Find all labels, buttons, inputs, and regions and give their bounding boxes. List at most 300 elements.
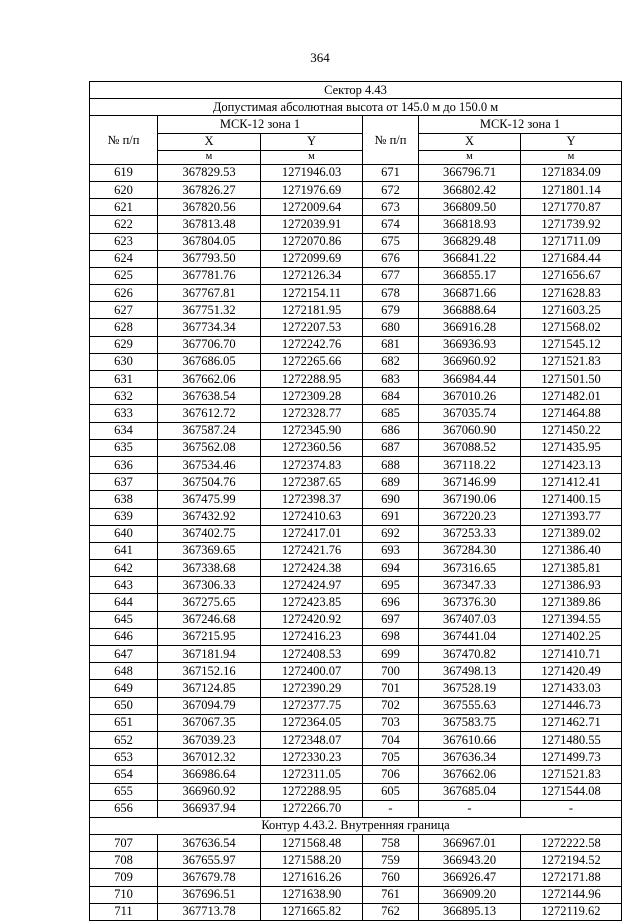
table-row <box>90 697 622 714</box>
y-value-left: 1272416.23 <box>261 628 363 645</box>
x-value-left: 366937.94 <box>158 800 261 817</box>
y-value-right: 1271770.87 <box>521 199 622 216</box>
y-value-right: 1271389.86 <box>521 594 622 611</box>
point-number-right: 689 <box>363 474 419 491</box>
y-value-right: 1271603.25 <box>521 302 622 319</box>
x-value-left: 367696.51 <box>158 886 261 903</box>
y-value-left: 1271568.48 <box>261 835 363 852</box>
point-number-right: 699 <box>363 646 419 663</box>
y-value-right: 1271435.95 <box>521 439 622 456</box>
x-value-left: 367562.08 <box>158 439 261 456</box>
point-number-left: 619 <box>90 164 158 181</box>
y-value-left: 1272070.86 <box>261 233 363 250</box>
y-value-left: 1271616.26 <box>261 869 363 886</box>
point-number-left: 633 <box>90 405 158 422</box>
x-value-right: 367088.52 <box>419 439 521 456</box>
x-value-right: 367347.33 <box>419 577 521 594</box>
table-row <box>90 731 622 748</box>
y-value-right: 1272222.58 <box>521 835 622 852</box>
point-number-left: 654 <box>90 766 158 783</box>
point-number-right: 605 <box>363 783 419 800</box>
x-value-right: 366936.93 <box>419 336 521 353</box>
table-row <box>90 869 622 886</box>
point-number-left: 640 <box>90 525 158 542</box>
point-number-left: 639 <box>90 508 158 525</box>
x-value-right: 367284.30 <box>419 542 521 559</box>
y-value-left: 1272099.69 <box>261 250 363 267</box>
table-row <box>90 663 622 680</box>
table-row <box>90 594 622 611</box>
point-number-right: 671 <box>363 164 419 181</box>
y-value-right: 1271410.71 <box>521 646 622 663</box>
table-row <box>90 319 622 336</box>
point-number-right: 696 <box>363 594 419 611</box>
y-value-left: 1272288.95 <box>261 371 363 388</box>
y-value-left: 1272345.90 <box>261 422 363 439</box>
table-row <box>90 852 622 869</box>
point-number-left: 709 <box>90 869 158 886</box>
x-value-left: 367662.06 <box>158 371 261 388</box>
point-number-left: 649 <box>90 680 158 697</box>
x-value-right: 367220.23 <box>419 508 521 525</box>
x-value-left: 367587.24 <box>158 422 261 439</box>
x-value-left: 367275.65 <box>158 594 261 611</box>
x-value-left: 367124.85 <box>158 680 261 697</box>
y-value-right: 1271501.50 <box>521 371 622 388</box>
x-value-left: 367152.16 <box>158 663 261 680</box>
x-value-left: 366986.64 <box>158 766 261 783</box>
table-row <box>90 388 622 405</box>
y-value-left: 1272410.63 <box>261 508 363 525</box>
y-value-right: 1271521.83 <box>521 353 622 370</box>
point-number-left: 650 <box>90 697 158 714</box>
point-number-left: 653 <box>90 749 158 766</box>
table-row <box>90 800 622 817</box>
point-number-left: 637 <box>90 474 158 491</box>
y-value-right: 1271385.81 <box>521 560 622 577</box>
y-value-left: 1272265.66 <box>261 353 363 370</box>
point-number-right: 673 <box>363 199 419 216</box>
point-number-right: 698 <box>363 628 419 645</box>
point-number-left: 623 <box>90 233 158 250</box>
x-value-left: 367686.05 <box>158 353 261 370</box>
x-value-right: 366802.42 <box>419 181 521 198</box>
table-row <box>90 456 622 473</box>
point-number-right: 758 <box>363 835 419 852</box>
point-number-right: 678 <box>363 285 419 302</box>
y-value-left: 1272330.23 <box>261 749 363 766</box>
y-value-right: 1271545.12 <box>521 336 622 353</box>
point-number-right: 706 <box>363 766 419 783</box>
x-value-left: 367638.54 <box>158 388 261 405</box>
x-value-right: 367190.06 <box>419 491 521 508</box>
x-value-right: 367407.03 <box>419 611 521 628</box>
point-number-right: 690 <box>363 491 419 508</box>
point-number-right: 680 <box>363 319 419 336</box>
x-value-left: 367338.68 <box>158 560 261 577</box>
y-value-left: 1272328.77 <box>261 405 363 422</box>
y-value-right: 1271834.09 <box>521 164 622 181</box>
table-row <box>90 439 622 456</box>
point-number-left: 632 <box>90 388 158 405</box>
contour-title: Контур 4.43.2. Внутренняя граница <box>90 817 622 834</box>
y-value-right: 1271544.08 <box>521 783 622 800</box>
point-number-right: 759 <box>363 852 419 869</box>
x-value-left: 367781.76 <box>158 267 261 284</box>
x-value-right: 366926.47 <box>419 869 521 886</box>
y-value-right: 1271482.01 <box>521 388 622 405</box>
y-value-right: 1271394.55 <box>521 611 622 628</box>
x-value-left: 367829.53 <box>158 164 261 181</box>
x-value-right: 366871.66 <box>419 285 521 302</box>
point-number-right: 681 <box>363 336 419 353</box>
x-value-right: 367685.04 <box>419 783 521 800</box>
table-row <box>90 903 622 920</box>
x-value-left: 367793.50 <box>158 250 261 267</box>
table-row <box>90 886 622 903</box>
table-row <box>90 835 622 852</box>
point-number-right: 760 <box>363 869 419 886</box>
x-value-right: - <box>419 800 521 817</box>
y-value-left: 1271946.03 <box>261 164 363 181</box>
point-number-right: 672 <box>363 181 419 198</box>
x-value-left: 367402.75 <box>158 525 261 542</box>
x-value-left: 367369.65 <box>158 542 261 559</box>
y-value-left: 1272126.34 <box>261 267 363 284</box>
point-number-left: 643 <box>90 577 158 594</box>
y-value-left: 1272207.53 <box>261 319 363 336</box>
x-value-right: 367441.04 <box>419 628 521 645</box>
y-value-right: 1271386.93 <box>521 577 622 594</box>
x-value-right: 366916.28 <box>419 319 521 336</box>
y-value-left: 1272266.70 <box>261 800 363 817</box>
x-value-left: 367012.32 <box>158 749 261 766</box>
y-value-right: 1271801.14 <box>521 181 622 198</box>
point-number-right: 687 <box>363 439 419 456</box>
y-value-left: 1272309.28 <box>261 388 363 405</box>
x-value-right: 366809.50 <box>419 199 521 216</box>
y-value-right: 1271739.92 <box>521 216 622 233</box>
y-value-right: 1271464.88 <box>521 405 622 422</box>
x-value-right: 367118.22 <box>419 456 521 473</box>
y-value-right: 1271499.73 <box>521 749 622 766</box>
x-header-right: X <box>419 133 521 150</box>
x-value-left: 367067.35 <box>158 714 261 731</box>
point-number-right: 695 <box>363 577 419 594</box>
point-number-right: 693 <box>363 542 419 559</box>
x-value-right: 366909.20 <box>419 886 521 903</box>
y-value-right: 1271400.15 <box>521 491 622 508</box>
y-value-right: 1271462.71 <box>521 714 622 731</box>
table-row <box>90 233 622 250</box>
y-value-right: 1271656.67 <box>521 267 622 284</box>
table-row <box>90 749 622 766</box>
x-value-left: 367534.46 <box>158 456 261 473</box>
x-value-right: 366888.64 <box>419 302 521 319</box>
y-value-right: 1271446.73 <box>521 697 622 714</box>
x-value-left: 366960.92 <box>158 783 261 800</box>
point-number-right: 702 <box>363 697 419 714</box>
point-number-left: 646 <box>90 628 158 645</box>
x-value-right: 366943.20 <box>419 852 521 869</box>
y-value-right: 1271684.44 <box>521 250 622 267</box>
point-number-left: 627 <box>90 302 158 319</box>
point-number-left: 621 <box>90 199 158 216</box>
point-number-left: 620 <box>90 181 158 198</box>
x-value-right: 367636.34 <box>419 749 521 766</box>
y-value-left: 1272398.37 <box>261 491 363 508</box>
point-number-right: 684 <box>363 388 419 405</box>
y-value-left: 1272311.05 <box>261 766 363 783</box>
x-value-left: 367706.70 <box>158 336 261 353</box>
x-value-left: 367432.92 <box>158 508 261 525</box>
x-value-left: 367655.97 <box>158 852 261 869</box>
y-value-left: 1272181.95 <box>261 302 363 319</box>
point-number-left: 707 <box>90 835 158 852</box>
x-value-left: 367713.78 <box>158 903 261 920</box>
y-value-right: - <box>521 800 622 817</box>
point-number-right: 676 <box>363 250 419 267</box>
point-number-right: 691 <box>363 508 419 525</box>
point-number-left: 711 <box>90 903 158 920</box>
point-number-right: 679 <box>363 302 419 319</box>
table-row <box>90 302 622 319</box>
y-value-left: 1271638.90 <box>261 886 363 903</box>
point-number-left: 651 <box>90 714 158 731</box>
point-number-left: 638 <box>90 491 158 508</box>
y-value-left: 1272423.85 <box>261 594 363 611</box>
y-value-left: 1272417.01 <box>261 525 363 542</box>
x-value-left: 367767.81 <box>158 285 261 302</box>
x-value-left: 367181.94 <box>158 646 261 663</box>
table-row <box>90 577 622 594</box>
point-number-right: 682 <box>363 353 419 370</box>
y-value-right: 1272144.96 <box>521 886 622 903</box>
point-number-right: 686 <box>363 422 419 439</box>
y-value-right: 1272171.88 <box>521 869 622 886</box>
point-number-left: 626 <box>90 285 158 302</box>
y-value-left: 1272420.92 <box>261 611 363 628</box>
y-unit-left: м <box>261 150 363 164</box>
x-value-left: 367306.33 <box>158 577 261 594</box>
table-row <box>90 181 622 198</box>
x-value-right: 367555.63 <box>419 697 521 714</box>
y-value-right: 1271480.55 <box>521 731 622 748</box>
y-value-left: 1272039.91 <box>261 216 363 233</box>
x-value-right: 367316.65 <box>419 560 521 577</box>
table-row <box>90 542 622 559</box>
sector-title: Сектор 4.43 <box>90 82 622 99</box>
point-number-right: 697 <box>363 611 419 628</box>
table-row <box>90 285 622 302</box>
x-value-right: 366855.17 <box>419 267 521 284</box>
y-value-left: 1272360.56 <box>261 439 363 456</box>
y-value-left: 1272424.38 <box>261 560 363 577</box>
x-value-left: 367504.76 <box>158 474 261 491</box>
x-value-left: 367820.56 <box>158 199 261 216</box>
point-number-left: 642 <box>90 560 158 577</box>
height-range: Допустимая абсолютная высота от 145.0 м до 150.0 м <box>90 99 622 116</box>
point-number-right: 701 <box>363 680 419 697</box>
x-value-right: 366841.22 <box>419 250 521 267</box>
y-unit-right: м <box>521 150 622 164</box>
point-number-left: 656 <box>90 800 158 817</box>
point-number-right: 692 <box>363 525 419 542</box>
x-value-left: 367612.72 <box>158 405 261 422</box>
y-value-right: 1272194.52 <box>521 852 622 869</box>
x-value-left: 367734.34 <box>158 319 261 336</box>
point-number-left: 710 <box>90 886 158 903</box>
table-row <box>90 766 622 783</box>
point-number-right: 705 <box>363 749 419 766</box>
y-value-right: 1271389.02 <box>521 525 622 542</box>
table-row <box>90 422 622 439</box>
table-row <box>90 611 622 628</box>
point-number-left: 636 <box>90 456 158 473</box>
y-value-left: 1272154.11 <box>261 285 363 302</box>
point-number-left: 625 <box>90 267 158 284</box>
x-value-right: 366818.93 <box>419 216 521 233</box>
point-number-right: 762 <box>363 903 419 920</box>
table-row <box>90 491 622 508</box>
y-value-left: 1272400.07 <box>261 663 363 680</box>
point-number-left: 624 <box>90 250 158 267</box>
y-header-right: Y <box>521 133 622 150</box>
y-value-right: 1271433.03 <box>521 680 622 697</box>
y-value-left: 1272288.95 <box>261 783 363 800</box>
y-value-right: 1271393.77 <box>521 508 622 525</box>
table-row <box>90 336 622 353</box>
y-value-right: 1271420.49 <box>521 663 622 680</box>
point-number-left: 708 <box>90 852 158 869</box>
point-number-right: 703 <box>363 714 419 731</box>
x-unit-left: м <box>158 150 261 164</box>
table-row <box>90 164 622 181</box>
y-value-left: 1272408.53 <box>261 646 363 663</box>
y-value-right: 1271711.09 <box>521 233 622 250</box>
point-number-left: 631 <box>90 371 158 388</box>
coordinates-table <box>89 81 622 921</box>
table-row <box>90 783 622 800</box>
x-value-left: 367039.23 <box>158 731 261 748</box>
y-value-right: 1271450.22 <box>521 422 622 439</box>
point-number-right: 704 <box>363 731 419 748</box>
table-row <box>90 199 622 216</box>
y-value-right: 1271412.41 <box>521 474 622 491</box>
y-value-right: 1271423.13 <box>521 456 622 473</box>
point-number-right: 675 <box>363 233 419 250</box>
x-header-left: X <box>158 133 261 150</box>
y-value-right: 1271402.25 <box>521 628 622 645</box>
y-value-left: 1272390.29 <box>261 680 363 697</box>
x-value-right: 367662.06 <box>419 766 521 783</box>
x-value-right: 367528.19 <box>419 680 521 697</box>
point-number-left: 641 <box>90 542 158 559</box>
x-value-right: 367498.13 <box>419 663 521 680</box>
x-value-right: 367253.33 <box>419 525 521 542</box>
x-value-left: 367813.48 <box>158 216 261 233</box>
x-value-right: 367583.75 <box>419 714 521 731</box>
y-value-left: 1272009.64 <box>261 199 363 216</box>
y-value-left: 1272421.76 <box>261 542 363 559</box>
x-value-right: 366829.48 <box>419 233 521 250</box>
x-value-right: 367010.26 <box>419 388 521 405</box>
table-row <box>90 560 622 577</box>
y-header-left: Y <box>261 133 363 150</box>
point-number-left: 655 <box>90 783 158 800</box>
y-value-right: 1272119.62 <box>521 903 622 920</box>
y-value-left: 1271588.20 <box>261 852 363 869</box>
point-number-left: 628 <box>90 319 158 336</box>
row-number-header-left: № п/п <box>90 116 158 164</box>
x-value-right: 366984.44 <box>419 371 521 388</box>
x-unit-right: м <box>419 150 521 164</box>
page-number: 364 <box>310 50 330 65</box>
x-value-left: 367094.79 <box>158 697 261 714</box>
x-value-left: 367826.27 <box>158 181 261 198</box>
table-row <box>90 250 622 267</box>
point-number-left: 644 <box>90 594 158 611</box>
point-number-right: 683 <box>363 371 419 388</box>
x-value-left: 367246.68 <box>158 611 261 628</box>
y-value-left: 1272242.76 <box>261 336 363 353</box>
y-value-right: 1271386.40 <box>521 542 622 559</box>
y-value-right: 1271628.83 <box>521 285 622 302</box>
table-row <box>90 714 622 731</box>
table-row <box>90 628 622 645</box>
point-number-right: 674 <box>363 216 419 233</box>
point-number-right: - <box>363 800 419 817</box>
x-value-right: 367035.74 <box>419 405 521 422</box>
x-value-right: 367470.82 <box>419 646 521 663</box>
point-number-right: 677 <box>363 267 419 284</box>
point-number-left: 629 <box>90 336 158 353</box>
x-value-right: 366796.71 <box>419 164 521 181</box>
table-row <box>90 267 622 284</box>
point-number-left: 645 <box>90 611 158 628</box>
table-row <box>90 353 622 370</box>
point-number-left: 647 <box>90 646 158 663</box>
coordinate-system-header-left: МСК-12 зона 1 <box>158 116 363 133</box>
row-number-header-right: № п/п <box>363 116 419 164</box>
x-value-right: 367376.30 <box>419 594 521 611</box>
point-number-right: 761 <box>363 886 419 903</box>
x-value-left: 367636.54 <box>158 835 261 852</box>
point-number-right: 700 <box>363 663 419 680</box>
point-number-right: 688 <box>363 456 419 473</box>
x-value-left: 367215.95 <box>158 628 261 645</box>
table-row <box>90 525 622 542</box>
table-row <box>90 216 622 233</box>
point-number-left: 648 <box>90 663 158 680</box>
y-value-left: 1272424.97 <box>261 577 363 594</box>
y-value-left: 1271665.82 <box>261 903 363 920</box>
x-value-right: 366895.13 <box>419 903 521 920</box>
table-row <box>90 680 622 697</box>
x-value-right: 367060.90 <box>419 422 521 439</box>
table-row <box>90 474 622 491</box>
point-number-left: 622 <box>90 216 158 233</box>
point-number-right: 694 <box>363 560 419 577</box>
point-number-left: 635 <box>90 439 158 456</box>
table-row <box>90 371 622 388</box>
point-number-left: 630 <box>90 353 158 370</box>
table-row <box>90 508 622 525</box>
y-value-right: 1271521.83 <box>521 766 622 783</box>
y-value-left: 1272374.83 <box>261 456 363 473</box>
y-value-left: 1272377.75 <box>261 697 363 714</box>
x-value-right: 366967.01 <box>419 835 521 852</box>
